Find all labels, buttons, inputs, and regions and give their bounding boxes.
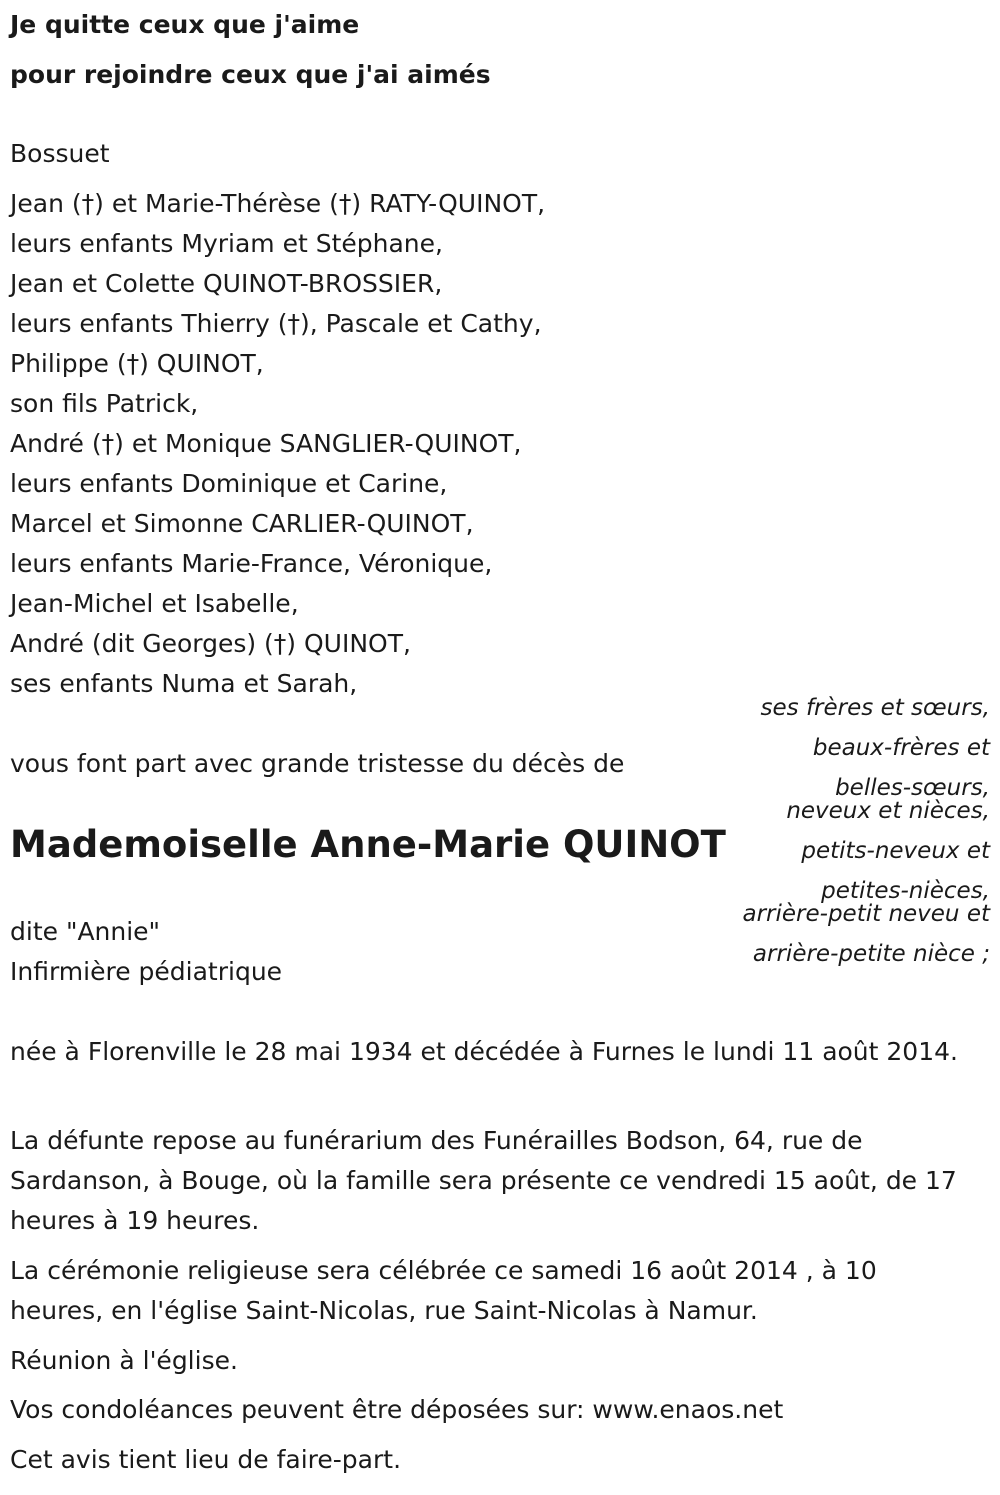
quote-line-2: pour rejoindre ceux que j'ai aimés [10,60,491,89]
deceased-nickname: dite "Annie" [10,917,161,946]
place-name: Bossuet [10,139,110,168]
notice-paragraph: Cet avis tient lieu de faire-part. [10,1445,402,1474]
relatives-nephews: neveux et nièces, petits-neveux et petites-nièces, [786,798,990,904]
family-line: André (dit Georges) (†) QUINOT, [10,629,411,658]
relatives-siblings: ses frères et sœurs, beaux-frères et belles-sœurs, [760,695,990,801]
family-line: ses enfants Numa et Sarah, [10,669,358,698]
family-line: André (†) et Monique SANGLIER-QUINOT, [10,429,522,458]
announcement-line: vous font part avec grande tristesse du décès de [10,749,625,778]
family-line: leurs enfants Marie-France, Véronique, [10,549,493,578]
repose-paragraph: La défunte repose au funérarium des Funérailles Bodson, 64, rue de Sardanson, à Bouge, où la famille sera présente ce vendredi 15 août, de 17 heures à 19 heures. [10,1126,957,1235]
family-line: son fils Patrick, [10,389,199,418]
family-line: leurs enfants Thierry (†), Pascale et Cathy, [10,309,542,338]
family-line: leurs enfants Myriam et Stéphane, [10,229,443,258]
relatives-great-nephews: arrière-petit neveu et arrière-petite nièce ; [742,901,990,967]
family-line: Marcel et Simonne CARLIER-QUINOT, [10,509,474,538]
family-line: Jean-Michel et Isabelle, [10,589,299,618]
family-line: Philippe (†) QUINOT, [10,349,264,378]
deceased-name: Mademoiselle Anne-Marie QUINOT [10,823,726,866]
family-line: leurs enfants Dominique et Carine, [10,469,448,498]
family-line: Jean et Colette QUINOT-BROSSIER, [10,269,443,298]
family-list [10,184,545,704]
family-line: Jean (†) et Marie-Thérèse (†) RATY-QUINOT, [10,189,546,218]
meeting-paragraph: Réunion à l'église. [10,1346,238,1375]
quote-line-1: Je quitte ceux que j'aime [10,10,360,39]
ceremony-paragraph: La cérémonie religieuse sera célébrée ce samedi 16 août 2014 , à 10 heures, en l'église Saint-Nicolas, rue Saint-Nicolas à Namur. [10,1256,877,1325]
condolences-paragraph: Vos condoléances peuvent être déposées sur: www.enaos.net [10,1395,784,1424]
birth-death-paragraph: née à Florenville le 28 mai 1934 et décédée à Furnes le lundi 11 août 2014. [10,1037,958,1066]
deceased-profession: Infirmière pédiatrique [10,957,283,986]
